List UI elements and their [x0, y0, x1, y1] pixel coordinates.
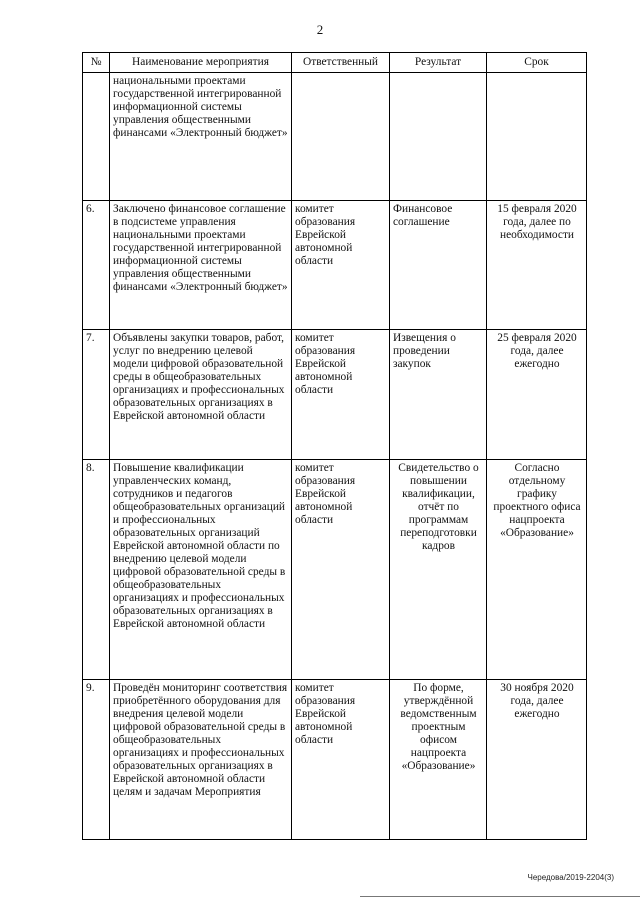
document-code: Чередова/2019-2204(3) [527, 873, 614, 882]
activities-table [82, 52, 587, 840]
row-responsible: комитет образования Еврейской автономной области [292, 330, 390, 460]
row-activity-name: Проведён мониторинг соответствия приобретённого оборудования для внедрения целевой модели цифровой образовательной среды в общеобразовательных организациях и профессиональных образовательных организациях в Еврейской автономной области целям и задачам Мероприятия [110, 680, 292, 840]
table-row [83, 330, 587, 460]
row-responsible: комитет образования Еврейской автономной области [292, 460, 390, 680]
row-activity-name: национальными проектами государственной интегрированной информационной системы управления общественными финансами «Электронный бюджет» [110, 73, 292, 201]
row-number [83, 73, 110, 201]
row-responsible: комитет образования Еврейской автономной области [292, 680, 390, 840]
row-deadline: 15 февраля 2020 года, далее по необходимости [487, 201, 587, 330]
table-row [83, 680, 587, 840]
table-header-row [83, 53, 587, 73]
row-deadline: 25 февраля 2020 года, далее ежегодно [487, 330, 587, 460]
row-result [390, 73, 487, 201]
header-result: Результат [390, 53, 487, 73]
header-activity-name: Наименование мероприятия [110, 53, 292, 73]
scan-edge-line [360, 896, 640, 897]
header-responsible: Ответственный [292, 53, 390, 73]
row-responsible: комитет образования Еврейской автономной области [292, 201, 390, 330]
row-number: 9. [83, 680, 110, 840]
row-deadline [487, 73, 587, 201]
row-deadline: Согласно отдельному графику проектного офиса нацпроекта «Образование» [487, 460, 587, 680]
row-result: Свидетельство о повышении квалификации, отчёт по программам переподготовки кадров [390, 460, 487, 680]
header-number: № [83, 53, 110, 73]
table-row [83, 201, 587, 330]
row-responsible [292, 73, 390, 201]
row-number: 8. [83, 460, 110, 680]
row-number: 6. [83, 201, 110, 330]
row-activity-name: Объявлены закупки товаров, работ, услуг по внедрению целевой модели цифровой образовательной среды в общеобразовательных организациях и профессиональных образовательных организациях в Еврейской автономной области [110, 330, 292, 460]
row-result: По форме, утверждённой ведомственным проектным офисом нацпроекта «Образование» [390, 680, 487, 840]
header-deadline: Срок [487, 53, 587, 73]
row-activity-name: Повышение квалификации управленческих команд, сотрудников и педагогов общеобразовательных организаций и профессиональных образовательных организаций Еврейской автономной области по внедрению целевой модели цифровой образовательной среды в общеобразовательных организациях и профессиональных образовательных организациях в Еврейской автономной области [110, 460, 292, 680]
row-result: Финансовое соглашение [390, 201, 487, 330]
table-row [83, 460, 587, 680]
row-result: Извещения о проведении закупок [390, 330, 487, 460]
page-number: 2 [316, 22, 324, 37]
table-row [83, 73, 587, 201]
row-activity-name: Заключено финансовое соглашение в подсистеме управления национальными проектами государственной интегрированной информационной системы управления общественными финансами «Электронный бюджет» [110, 201, 292, 330]
row-number: 7. [83, 330, 110, 460]
row-deadline: 30 ноября 2020 года, далее ежегодно [487, 680, 587, 840]
